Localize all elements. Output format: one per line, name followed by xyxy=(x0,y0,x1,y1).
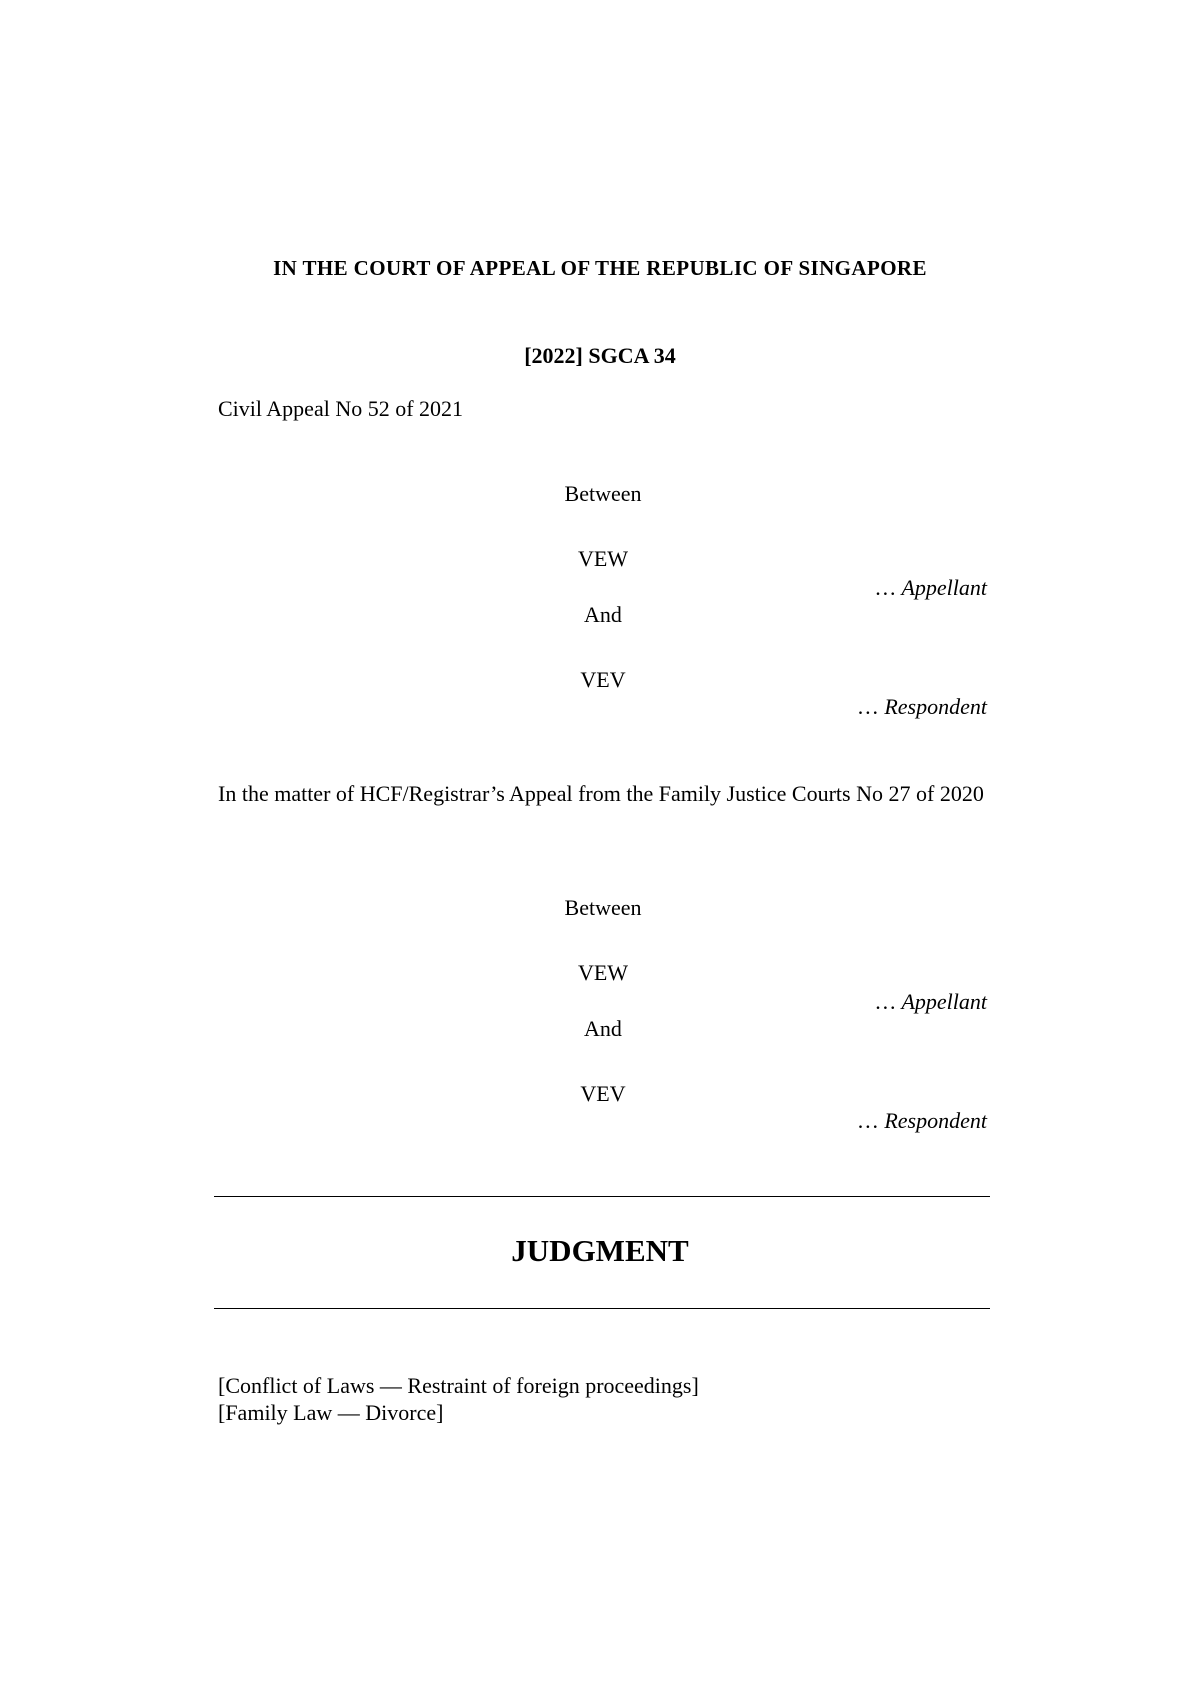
ellipsis-1a: … xyxy=(874,575,897,600)
catchword-line: [Conflict of Laws — Restraint of foreign proceedings] xyxy=(218,1373,699,1398)
respondent-name-1: VEV xyxy=(580,667,626,692)
respondent-role-label-1: Respondent xyxy=(884,694,987,719)
case-number: Civil Appeal No 52 of 2021 xyxy=(218,396,464,421)
appellant-role-2 xyxy=(874,989,987,1015)
catchword-line: [Family Law — Divorce] xyxy=(218,1400,444,1425)
ellipsis-2a: … xyxy=(874,989,897,1014)
catchwords xyxy=(218,1372,699,1426)
respondent-role-label-2: Respondent xyxy=(884,1108,987,1133)
ellipsis-1b: … xyxy=(856,694,879,719)
between-label-1: Between xyxy=(564,481,642,506)
respondent-role-2 xyxy=(857,1108,987,1134)
and-label-2: And xyxy=(584,1016,622,1041)
matter-text: In the matter of HCF/Registrar’s Appeal from the Family Justice Courts No 27 of 2020 xyxy=(218,781,984,806)
court-title: IN THE COURT OF APPEAL OF THE REPUBLIC OF SINGAPORE xyxy=(273,256,927,280)
ellipsis-2b: … xyxy=(856,1108,879,1133)
respondent-name-2: VEV xyxy=(580,1081,626,1106)
appellant-role-1 xyxy=(874,575,987,601)
respondent-role-1 xyxy=(857,694,987,720)
and-label-1: And xyxy=(584,602,622,627)
bottom-divider xyxy=(214,1308,990,1309)
appellant-role-label-2: Appellant xyxy=(901,989,987,1014)
top-divider xyxy=(214,1196,990,1197)
between-label-2: Between xyxy=(564,895,642,920)
judgment-title: JUDGMENT xyxy=(511,1233,689,1268)
appellant-name-1: VEW xyxy=(577,546,629,571)
appellant-role-label-1: Appellant xyxy=(901,575,987,600)
appellant-name-2: VEW xyxy=(577,960,629,985)
case-citation: [2022] SGCA 34 xyxy=(524,343,676,368)
